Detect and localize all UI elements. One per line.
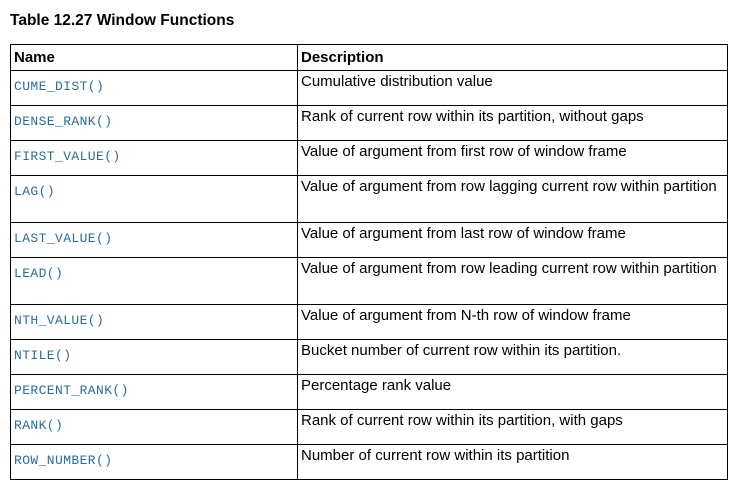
function-name-link[interactable]: CUME_DIST()	[11, 71, 298, 106]
function-description: Rank of current row within its partition, with gaps	[298, 410, 728, 445]
function-name-link[interactable]: NTILE()	[11, 340, 298, 375]
function-description: Value of argument from row leading current row within partition	[298, 258, 728, 305]
table-row	[11, 305, 728, 340]
function-description: Percentage rank value	[298, 375, 728, 410]
table-row	[11, 445, 728, 480]
table-row	[11, 340, 728, 375]
table-row	[11, 176, 728, 223]
table-row	[11, 410, 728, 445]
window-functions-table	[10, 44, 728, 480]
function-description: Value of argument from first row of window frame	[298, 141, 728, 176]
table-row	[11, 223, 728, 258]
table-row	[11, 71, 728, 106]
function-name-link[interactable]: LEAD()	[11, 258, 298, 305]
column-header-description: Description	[298, 45, 728, 71]
function-description: Value of argument from row lagging current row within partition	[298, 176, 728, 223]
function-name-link[interactable]: NTH_VALUE()	[11, 305, 298, 340]
column-header-name: Name	[11, 45, 298, 71]
table-row	[11, 375, 728, 410]
function-name-link[interactable]: PERCENT_RANK()	[11, 375, 298, 410]
table-header-row	[11, 45, 728, 71]
function-description: Rank of current row within its partition, without gaps	[298, 106, 728, 141]
table-row	[11, 258, 728, 305]
table-row	[11, 141, 728, 176]
function-name-link[interactable]: DENSE_RANK()	[11, 106, 298, 141]
function-name-link[interactable]: ROW_NUMBER()	[11, 445, 298, 480]
function-name-link[interactable]: FIRST_VALUE()	[11, 141, 298, 176]
function-description: Value of argument from last row of window frame	[298, 223, 728, 258]
function-description: Value of argument from N-th row of window frame	[298, 305, 728, 340]
table-caption: Table 12.27 Window Functions	[10, 12, 235, 29]
function-description: Bucket number of current row within its partition.	[298, 340, 728, 375]
table-row	[11, 106, 728, 141]
function-name-link[interactable]: LAST_VALUE()	[11, 223, 298, 258]
function-name-link[interactable]: LAG()	[11, 176, 298, 223]
function-description: Number of current row within its partition	[298, 445, 728, 480]
function-description: Cumulative distribution value	[298, 71, 728, 106]
function-name-link[interactable]: RANK()	[11, 410, 298, 445]
